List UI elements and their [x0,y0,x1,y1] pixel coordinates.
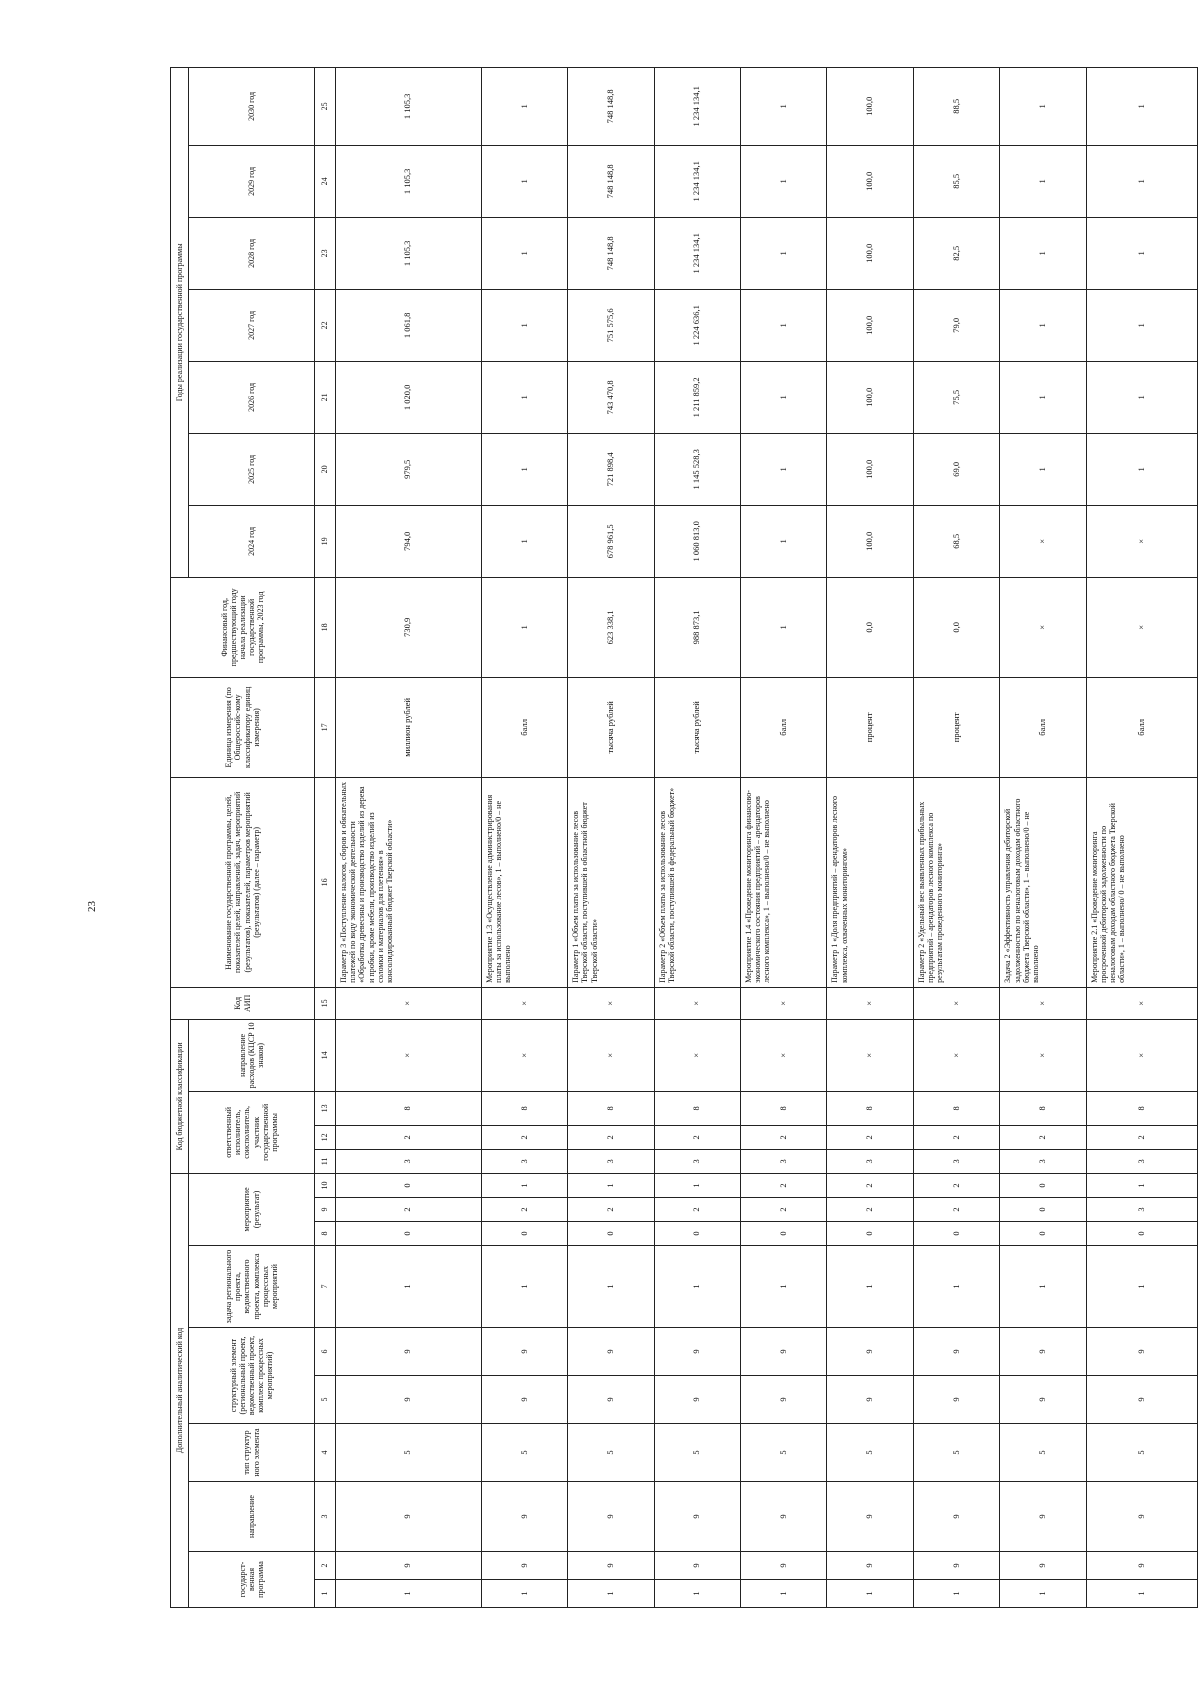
code-cell: 1 [1086,1173,1197,1197]
row-year-value: 1 [1000,433,1086,505]
column-number: 7 [315,1246,336,1328]
code-cell: 1 [654,1580,740,1608]
row-name: Задача 2 «Эффективность управления дебиторской задолженностью по неналоговым доходам областного бюджета Тверской области», 1 – выполнено/0 – не выполнено [1000,777,1086,987]
row-year-value: 748 148,8 [568,67,654,145]
program-table [170,67,1198,1608]
code-cell: 2 [827,1173,913,1197]
row-year-value: 85,5 [913,145,999,217]
row-year-value: 1 [741,361,827,433]
row-unit: балл [1086,677,1197,777]
code-cell: × [335,1019,481,1091]
row-year-value: 1 [741,505,827,577]
code-cell: 2 [913,1125,999,1149]
code-cell: 1 [741,1246,827,1328]
code-cell: 2 [481,1198,567,1222]
row-year-value: 1 [481,433,567,505]
row-year-value: 75,5 [913,361,999,433]
row-year-value: 743 470,8 [568,361,654,433]
row-year-value: 678 961,5 [568,505,654,577]
year-2026: 2026 год [189,361,315,433]
code-cell: 2 [654,1125,740,1149]
code-cell: 0 [481,1222,567,1246]
column-number: 3 [315,1482,336,1552]
row-unit: тысяча рублей [654,677,740,777]
row-fin-year-value: 988 873,1 [654,577,740,677]
row-year-value: 1 [1000,217,1086,289]
year-2027: 2027 год [189,289,315,361]
code-cell: 9 [654,1482,740,1552]
row-year-value: 1 [481,289,567,361]
code-cell: 2 [568,1125,654,1149]
code-cell: 9 [654,1376,740,1424]
code-cell: 5 [741,1424,827,1482]
code-cell: 0 [1086,1222,1197,1246]
row-name: Параметр 2 «Объем платы за использование лесов Тверской области, поступившей в федеральный бюджет» [654,777,740,987]
code-cell: 3 [1000,1149,1086,1173]
code-cell: 3 [741,1149,827,1173]
row-year-value: 1 [481,361,567,433]
code-cell: 1 [568,1173,654,1197]
column-number: 15 [315,987,336,1019]
code-cell: 9 [827,1482,913,1552]
row-year-value: 1 105,3 [335,67,481,145]
code-cell: 1 [913,1580,999,1608]
table-row [741,67,827,1607]
row-name: Мероприятие 1.4 «Проведение мониторинга финансово-экономического состояния предприятий – арендаторов лесного комплекса», 1 – выполнено/0 – не выполнено [741,777,827,987]
table-row [568,67,654,1607]
code-cell: × [654,1019,740,1091]
column-number: 25 [315,67,336,145]
code-cell: 8 [335,1091,481,1125]
row-year-value: 748 148,8 [568,217,654,289]
code-cell: × [741,1019,827,1091]
row-year-value: 100,0 [827,505,913,577]
column-number: 4 [315,1424,336,1482]
code-cell: 9 [913,1328,999,1376]
row-year-value: 1 105,3 [335,217,481,289]
code-cell: 2 [827,1198,913,1222]
table-row [654,67,740,1607]
table-row [1086,67,1197,1607]
code-cell: 9 [335,1552,481,1580]
row-year-value: 1 [1086,361,1197,433]
code-cell: 1 [568,1580,654,1608]
code-cell: 9 [741,1328,827,1376]
code-cell: 9 [335,1328,481,1376]
row-year-value: × [1000,505,1086,577]
code-cell: 2 [913,1198,999,1222]
code-cell: 9 [1000,1482,1086,1552]
header-name: Наименование государственной программы, целей, показателей целей, направлений, задач, мероприятий (результатов), показателей, параметров мероприятий (результатов) (далее – параметр) [171,777,315,987]
code-cell: 3 [568,1149,654,1173]
code-cell: 1 [481,1246,567,1328]
code-cell: 3 [1086,1198,1197,1222]
column-number: 14 [315,1019,336,1091]
column-number: 6 [315,1328,336,1376]
code-cell: 1 [654,1246,740,1328]
code-cell: 8 [1000,1091,1086,1125]
row-year-value: 1 061,8 [335,289,481,361]
code-cell: × [741,987,827,1019]
code-cell: × [568,987,654,1019]
row-unit: миллион рублей [335,677,481,777]
code-cell: 1 [481,1580,567,1608]
code-cell: 9 [741,1376,827,1424]
header-aip-code: Код АИП [171,987,315,1019]
code-cell: × [568,1019,654,1091]
code-cell: 0 [827,1222,913,1246]
code-cell: 9 [741,1482,827,1552]
code-cell: 3 [481,1149,567,1173]
row-year-value: 1 [741,289,827,361]
row-year-value: 979,5 [335,433,481,505]
row-year-value: 1 [1000,145,1086,217]
column-number: 5 [315,1376,336,1424]
code-cell: 2 [913,1173,999,1197]
row-unit: процент [913,677,999,777]
code-cell: 9 [568,1552,654,1580]
code-cell: 8 [654,1091,740,1125]
row-name: Параметр 1 «Объем платы за использование лесов Тверской области, поступившей в областной бюджет Тверской области» [568,777,654,987]
row-year-value: 1 [1086,67,1197,145]
code-cell: 9 [913,1482,999,1552]
header-additional-code: Дополнительный аналитический код [171,1173,189,1607]
row-fin-year-value: 0,0 [827,577,913,677]
code-cell: 8 [827,1091,913,1125]
column-number: 22 [315,289,336,361]
code-cell: 3 [654,1149,740,1173]
code-cell: 9 [481,1376,567,1424]
header-event: мероприятие (результат) [189,1173,315,1245]
row-fin-year-value: × [1086,577,1197,677]
code-cell: 1 [481,1173,567,1197]
code-cell: 2 [481,1125,567,1149]
code-cell: × [481,1019,567,1091]
header-unit: Единица измерения (по Общероссийс-кому классификатору единиц измерения) [171,677,315,777]
row-year-value: 1 234 134,1 [654,67,740,145]
code-cell: 2 [335,1198,481,1222]
row-year-value: 1 060 813,0 [654,505,740,577]
code-cell: 9 [335,1482,481,1552]
column-number: 10 [315,1173,336,1197]
row-year-value: 1 [1086,217,1197,289]
code-cell: × [1086,1019,1197,1091]
row-year-value: 1 [481,67,567,145]
column-number: 24 [315,145,336,217]
code-cell: 5 [335,1424,481,1482]
code-cell: 0 [654,1222,740,1246]
code-cell: 2 [1000,1125,1086,1149]
row-year-value: 1 [481,145,567,217]
row-year-value: 100,0 [827,145,913,217]
code-cell: 5 [1086,1424,1197,1482]
code-cell: 1 [913,1246,999,1328]
code-cell: 3 [335,1149,481,1173]
code-cell: 3 [827,1149,913,1173]
code-cell: 5 [568,1424,654,1482]
code-cell: 1 [1000,1246,1086,1328]
code-cell: 2 [654,1198,740,1222]
code-cell: 1 [654,1173,740,1197]
table-row [827,67,913,1607]
row-name: Параметр 3 «Поступление налогов, сборов и обязательных платежей по виду экономической деятельности «Обработка древесины и производство изделий из дерева и пробки, кроме мебели, производство изделий из соломки и материалов для плетения» в консолидированный бюджет Тверской области» [335,777,481,987]
code-cell: 9 [481,1482,567,1552]
code-cell: × [654,987,740,1019]
code-cell: × [335,987,481,1019]
code-cell: 1 [335,1580,481,1608]
code-cell: 3 [913,1149,999,1173]
code-cell: 9 [1000,1552,1086,1580]
code-cell: 0 [913,1222,999,1246]
code-cell: 2 [741,1173,827,1197]
code-cell: 5 [827,1424,913,1482]
row-name: Мероприятие 2.1 «Проведение мониторинга просроченной дебиторской задолженности по неналоговым доходам областного бюджета Тверской области», 1 – выполнено/ 0 – не выполнено [1086,777,1197,987]
row-unit: балл [1000,677,1086,777]
row-year-value: 748 148,8 [568,145,654,217]
code-cell: × [827,1019,913,1091]
row-year-value: 1 [1086,289,1197,361]
code-cell: 9 [654,1328,740,1376]
row-year-value: 100,0 [827,217,913,289]
row-year-value: 1 [1086,433,1197,505]
year-2028: 2028 год [189,217,315,289]
column-number: 23 [315,217,336,289]
row-unit: процент [827,677,913,777]
row-year-value: 100,0 [827,433,913,505]
row-year-value: 721 898,4 [568,433,654,505]
code-cell: 9 [654,1552,740,1580]
code-cell: 1 [568,1246,654,1328]
code-cell: 5 [913,1424,999,1482]
row-name: Параметр 1 «Доля предприятий – арендаторов лесного комплекса, охваченных мониторингом» [827,777,913,987]
row-unit: балл [481,677,567,777]
code-cell: 1 [1086,1246,1197,1328]
code-cell: 3 [1086,1149,1197,1173]
code-cell: 0 [1000,1173,1086,1197]
code-cell: 2 [335,1125,481,1149]
header-task: задача регионального проекта, ведомственного проекта, комплекса процессных мероприятий [189,1246,315,1328]
code-cell: 9 [335,1376,481,1424]
header-state-program: государст-венная программа [189,1552,315,1608]
column-number: 12 [315,1125,336,1149]
table-row [1000,67,1086,1607]
year-2030: 2030 год [189,67,315,145]
code-cell: 9 [1086,1328,1197,1376]
row-fin-year-value: 730,9 [335,577,481,677]
column-number: 13 [315,1091,336,1125]
code-cell: 8 [741,1091,827,1125]
code-cell: 2 [827,1125,913,1149]
year-2024: 2024 год [189,505,315,577]
row-year-value: 1 [1000,361,1086,433]
code-cell: × [913,1019,999,1091]
column-number: 20 [315,433,336,505]
row-year-value: 1 [741,217,827,289]
code-cell: 9 [568,1376,654,1424]
column-number: 2 [315,1552,336,1580]
code-cell: 0 [335,1173,481,1197]
row-unit: тысяча рублей [568,677,654,777]
column-number: 21 [315,361,336,433]
code-cell: 0 [568,1222,654,1246]
code-cell: 1 [827,1246,913,1328]
code-cell: 5 [654,1424,740,1482]
code-cell: 9 [1086,1552,1197,1580]
row-fin-year-value: 0,0 [913,577,999,677]
header-struct-type: тип структур ного элемента [189,1424,315,1482]
code-cell: 1 [335,1246,481,1328]
row-year-value: 1 [481,505,567,577]
code-cell: 9 [1086,1376,1197,1424]
code-cell: 8 [913,1091,999,1125]
row-year-value: 1 234 134,1 [654,217,740,289]
row-year-value: 1 [741,145,827,217]
row-year-value: 1 [741,433,827,505]
code-cell: 9 [568,1482,654,1552]
header-struct-element: структурный элемент (региональный проект, ведомственный проект, комплекс процессных мероприятий) [189,1328,315,1424]
code-cell: 9 [827,1328,913,1376]
header-executor: ответственный исполнитель, соисполнитель, участник государственной программы [189,1091,315,1173]
code-cell: × [913,987,999,1019]
rotated-table-wrapper [170,86,1198,1608]
row-year-value: 1 [741,67,827,145]
code-cell: 5 [481,1424,567,1482]
row-fin-year-value: 1 [741,577,827,677]
header-expense-direction: направление расходов (КЦСР 10 знаков) [189,1019,315,1091]
code-cell: 1 [741,1580,827,1608]
row-fin-year-value: × [1000,577,1086,677]
table-row [913,67,999,1607]
code-cell: 9 [481,1552,567,1580]
row-year-value: 79,0 [913,289,999,361]
code-cell: × [1000,1019,1086,1091]
code-cell: 2 [741,1125,827,1149]
row-year-value: 1 [1086,145,1197,217]
row-year-value: 82,5 [913,217,999,289]
code-cell: 5 [1000,1424,1086,1482]
code-cell: 1 [1000,1580,1086,1608]
code-cell: 1 [1086,1580,1197,1608]
code-cell: 0 [1000,1198,1086,1222]
column-number-row [315,67,336,1607]
row-year-value: 1 [1000,67,1086,145]
code-cell: 2 [741,1198,827,1222]
row-year-value: × [1086,505,1197,577]
row-name: Мероприятие 1.3 «Осуществление администрирования платы за использование лесов», 1 – выполнено/0 – не выполнено [481,777,567,987]
row-year-value: 1 020,0 [335,361,481,433]
row-year-value: 1 [1000,289,1086,361]
header-budget-code: Код бюджетной классификации [171,1019,189,1173]
row-fin-year-value: 623 338,1 [568,577,654,677]
code-cell: 9 [481,1328,567,1376]
code-cell: 8 [1086,1091,1197,1125]
column-number: 9 [315,1198,336,1222]
row-year-value: 1 [481,217,567,289]
row-name: Параметр 2 «Удельный вес выявленных прибыльных предприятий – арендаторов лесного комплекса по результатам проведенного мониторинга» [913,777,999,987]
code-cell: 9 [827,1552,913,1580]
row-fin-year-value: 1 [481,577,567,677]
row-year-value: 1 105,3 [335,145,481,217]
code-cell: 2 [568,1198,654,1222]
column-number: 1 [315,1580,336,1608]
row-year-value: 1 234 134,1 [654,145,740,217]
code-cell: 8 [568,1091,654,1125]
code-cell: 9 [1000,1328,1086,1376]
header-years: Годы реализации государственной программы [171,67,189,577]
row-year-value: 794,0 [335,505,481,577]
column-number: 18 [315,577,336,677]
code-cell: 2 [1086,1125,1197,1149]
row-year-value: 751 575,6 [568,289,654,361]
code-cell: × [1000,987,1086,1019]
code-cell: × [1086,987,1197,1019]
row-year-value: 1 224 636,1 [654,289,740,361]
year-2025: 2025 год [189,433,315,505]
row-year-value: 100,0 [827,289,913,361]
code-cell: 0 [741,1222,827,1246]
row-year-value: 100,0 [827,67,913,145]
code-cell: 9 [913,1376,999,1424]
page-number: 23 [86,901,98,912]
code-cell: 9 [741,1552,827,1580]
column-number: 16 [315,777,336,987]
code-cell: 9 [568,1328,654,1376]
row-unit: балл [741,677,827,777]
column-number: 8 [315,1222,336,1246]
code-cell: 8 [481,1091,567,1125]
table-row [335,67,481,1607]
code-cell: 0 [335,1222,481,1246]
column-number: 19 [315,505,336,577]
column-number: 17 [315,677,336,777]
code-cell: × [481,987,567,1019]
code-cell: 9 [827,1376,913,1424]
row-year-value: 68,5 [913,505,999,577]
row-year-value: 88,5 [913,67,999,145]
row-year-value: 1 211 859,2 [654,361,740,433]
year-2029: 2029 год [189,145,315,217]
row-year-value: 1 145 528,3 [654,433,740,505]
column-number: 11 [315,1149,336,1173]
code-cell: 9 [913,1552,999,1580]
table-row [481,67,567,1607]
code-cell: 9 [1086,1482,1197,1552]
code-cell: 0 [1000,1222,1086,1246]
header-direction: направление [189,1482,315,1552]
row-year-value: 100,0 [827,361,913,433]
code-cell: 1 [827,1580,913,1608]
header-fin-year: Финансовый год, предшествующий году начала реализации государственной программы, 2023 год [171,577,315,677]
code-cell: × [827,987,913,1019]
row-year-value: 69,0 [913,433,999,505]
code-cell: 9 [1000,1376,1086,1424]
